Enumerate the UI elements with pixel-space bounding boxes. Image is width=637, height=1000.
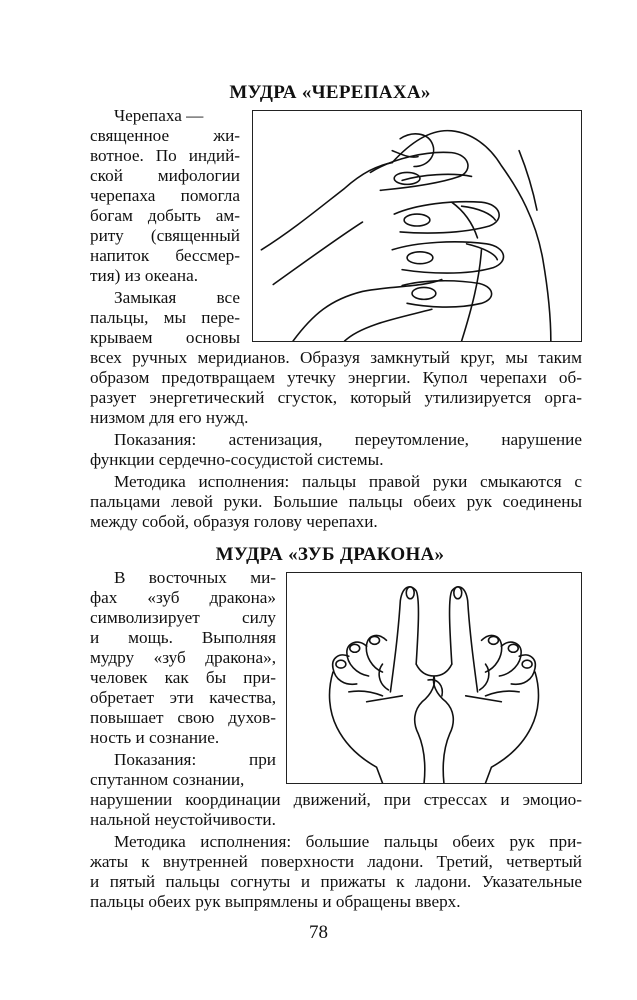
section-title-turtle: МУДРА «ЧЕРЕПАХА» bbox=[229, 82, 431, 103]
text-line: священное жи- bbox=[90, 126, 240, 145]
turtle-mudra-illustration bbox=[252, 110, 582, 342]
text-line: напиток бессмер- bbox=[90, 246, 240, 265]
text-line: ность и сознание. bbox=[90, 728, 220, 747]
text-line: риту (священный bbox=[90, 226, 240, 245]
text-line: пальцами левой руки. Большие пальцы обеих рук соединены bbox=[90, 492, 582, 511]
text-line: человек как бы при- bbox=[90, 668, 276, 687]
page-number: 78 bbox=[309, 922, 328, 943]
text-line: пальцы обеих рук выпрямлены и обращены вверх. bbox=[90, 892, 461, 911]
text-line: мудру «зуб дракона», bbox=[90, 648, 276, 667]
text-line: нарушении координации движений, при стрессах и эмоцио- bbox=[90, 790, 582, 809]
text-line: ской мифологии bbox=[90, 166, 240, 185]
text-line: образом предотвращаем утечку энергии. Купол черепахи об- bbox=[90, 368, 582, 387]
text-line: тия) из океана. bbox=[90, 266, 199, 285]
text-line: В восточных ми- bbox=[114, 568, 276, 587]
text-line: функции сердечно-сосудистой системы. bbox=[90, 450, 384, 469]
text-line: символизирует силу bbox=[90, 608, 276, 627]
text-line: между собой, образуя голову черепахи. bbox=[90, 512, 378, 531]
text-line: разует энергетический сгусток, который утилизируется орга- bbox=[90, 388, 582, 407]
text-line: жаты к внутренней поверхности ладони. Третий, четвертый bbox=[90, 852, 582, 871]
text-line: низмом для его нужд. bbox=[90, 408, 249, 427]
text-line: и мощь. Выполняя bbox=[90, 628, 276, 647]
text-line: богам добыть ам- bbox=[90, 206, 240, 225]
text-line: нальной неустойчивости. bbox=[90, 810, 276, 829]
text-line: фах «зуб дракона» bbox=[90, 588, 276, 607]
text-line: Замыкая все bbox=[114, 288, 240, 307]
text-line: черепаха помогла bbox=[90, 186, 240, 205]
text-line: всех ручных меридианов. Образуя замкнутый круг, мы таким bbox=[90, 348, 582, 367]
text-line: Показания: астенизация, переутомление, нарушение bbox=[114, 430, 582, 449]
text-line: пальцы, мы пере- bbox=[90, 308, 240, 327]
text-line: крываем основы bbox=[90, 328, 240, 347]
text-line: спутанном сознании, bbox=[90, 770, 245, 789]
text-line: обретает эти качества, bbox=[90, 688, 276, 707]
text-line: и пятый пальцы согнуты и прижаты к ладони. Указательные bbox=[90, 872, 582, 891]
text-line: вотное. По индий- bbox=[90, 146, 240, 165]
text-line: Методика исполнения: большие пальцы обеих рук при- bbox=[114, 832, 582, 851]
text-line: Черепаха — bbox=[114, 106, 204, 125]
text-line: повышает свою духов- bbox=[90, 708, 276, 727]
dragon-tooth-mudra-illustration bbox=[286, 572, 582, 784]
text-line: Методика исполнения: пальцы правой руки смыкаются с bbox=[114, 472, 582, 491]
section-title-dragon-tooth: МУДРА «ЗУБ ДРАКОНА» bbox=[215, 544, 445, 565]
text-line: Показания: при bbox=[114, 750, 276, 769]
